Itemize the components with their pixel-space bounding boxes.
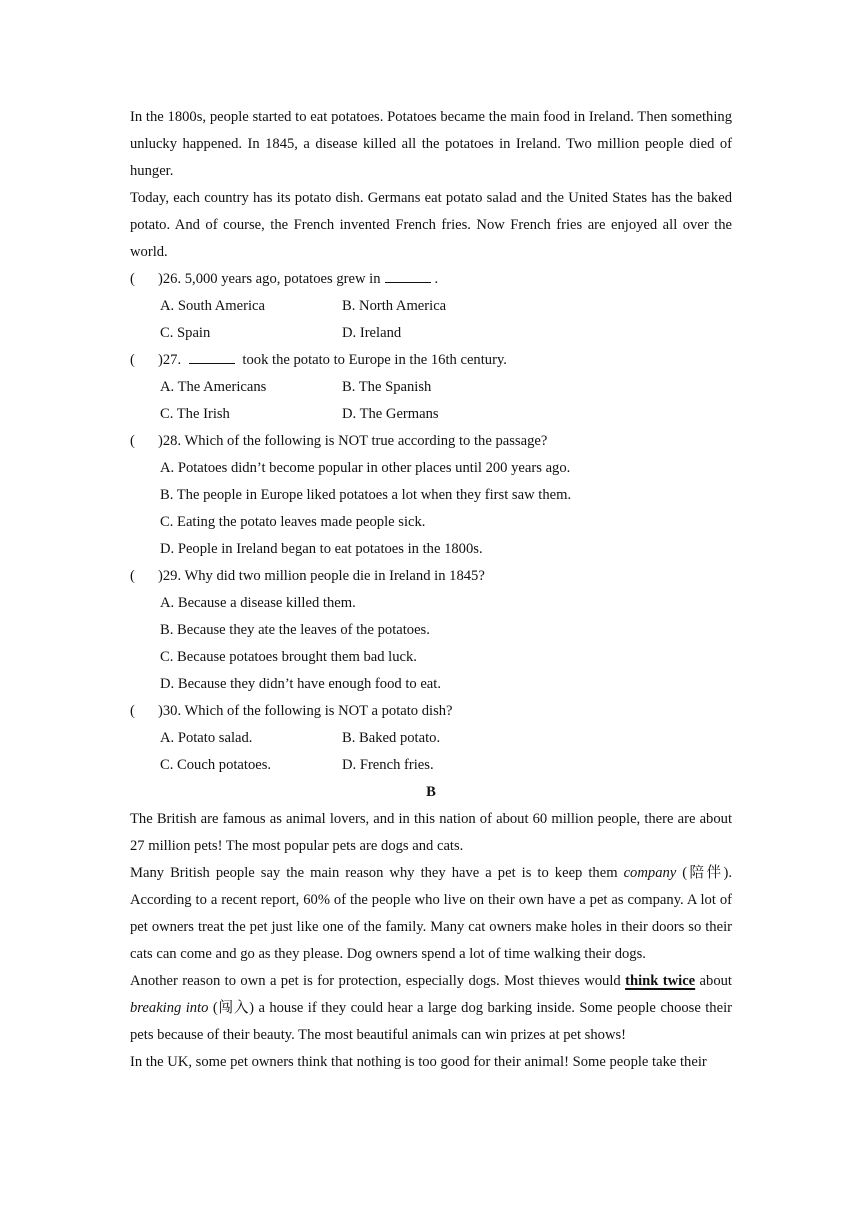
- option-d: D. People in Ireland began to eat potatoes in the 1800s.: [160, 541, 483, 557]
- option-d: D. French fries.: [342, 757, 434, 773]
- option-b: B. North America: [342, 298, 447, 314]
- fill-blank: [385, 268, 431, 283]
- fill-blank: [189, 349, 235, 364]
- option-d: D. Because they didn’t have enough food to eat.: [160, 676, 441, 692]
- passage-b-paragraph-3: Another reason to own a pet is for protection, especially dogs. Most thieves would think twice about breaking into (闯入) a house if they could hear a large dog barking inside. Some people choose their pets because of their beauty. The most beautiful animals can win prizes at pet shows!: [130, 973, 732, 1043]
- phrase-think-twice: think twice: [625, 973, 696, 989]
- question-29: [130, 563, 732, 698]
- option-c: C. Because potatoes brought them bad luck.: [160, 649, 417, 665]
- answer-paren[interactable]: (: [130, 271, 135, 287]
- question-stem: )26. 5,000 years ago, potatoes grew in .: [158, 266, 438, 293]
- passage-a-paragraph-1: In the 1800s, people started to eat potatoes. Potatoes became the main food in Ireland. Then something unlucky happened. In 1845, a disease killed all the potatoes in Ireland. Two million people died of hunger.: [130, 109, 732, 179]
- option-d: D. The Germans: [342, 406, 439, 422]
- option-a: A. Potato salad.: [160, 730, 253, 746]
- question-30: [130, 698, 732, 779]
- passage-a-paragraph-2: Today, each country has its potato dish. Germans eat potato salad and the United States has the baked potato. And of course, the French invented French fries. Now French fries are enjoyed all over the world.: [130, 190, 732, 260]
- option-c: C. Spain: [160, 325, 211, 341]
- passage-b-paragraph-1: The British are famous as animal lovers, and in this nation of about 60 million people, there are about 27 million pets! The most popular pets are dogs and cats.: [130, 811, 732, 854]
- option-c: C. Couch potatoes.: [160, 757, 272, 773]
- option-c: C. Eating the potato leaves made people sick.: [160, 514, 426, 530]
- answer-paren[interactable]: (: [130, 352, 135, 368]
- question-stem: )28. Which of the following is NOT true according to the passage?: [158, 433, 548, 449]
- phrase-breaking-into: breaking into: [130, 1000, 209, 1016]
- passage-b-paragraph-2: Many British people say the main reason why they have a pet is to keep them company (陪伴). According to a recent report, 60% of the people who live on their own have a pet as company. A lot of pet owners treat the pet just like one of the family. Many cat owners make holes in their doors so their cats can come and go as they please. Dog owners spend a lot of time walking their dogs.: [130, 865, 732, 962]
- answer-paren[interactable]: (: [130, 703, 135, 719]
- answer-paren[interactable]: (: [130, 433, 135, 449]
- option-d: D. Ireland: [342, 325, 402, 341]
- question-28: [130, 428, 732, 563]
- option-c: C. The Irish: [160, 406, 230, 422]
- option-b: B. The Spanish: [342, 379, 432, 395]
- option-b: B. Because they ate the leaves of the potatoes.: [160, 622, 430, 638]
- passage-b-paragraph-4: In the UK, some pet owners think that nothing is too good for their animal! Some people take their: [130, 1054, 707, 1070]
- word-company: company: [623, 865, 677, 881]
- section-b-heading: B: [426, 784, 436, 800]
- question-27: [130, 347, 732, 428]
- option-b: B. Baked potato.: [342, 730, 441, 746]
- question-26: [130, 266, 732, 347]
- answer-paren[interactable]: (: [130, 568, 135, 584]
- option-b: B. The people in Europe liked potatoes a lot when they first saw them.: [160, 487, 572, 503]
- option-a: A. Because a disease killed them.: [160, 595, 356, 611]
- option-a: A. South America: [160, 298, 265, 314]
- option-a: A. Potatoes didn’t become popular in other places until 200 years ago.: [160, 460, 571, 476]
- question-stem: )27. took the potato to Europe in the 16th century.: [158, 347, 507, 374]
- page-content: [130, 104, 732, 1076]
- option-a: A. The Americans: [160, 379, 267, 395]
- question-stem: )29. Why did two million people die in Ireland in 1845?: [158, 568, 485, 584]
- question-stem: )30. Which of the following is NOT a potato dish?: [158, 703, 453, 719]
